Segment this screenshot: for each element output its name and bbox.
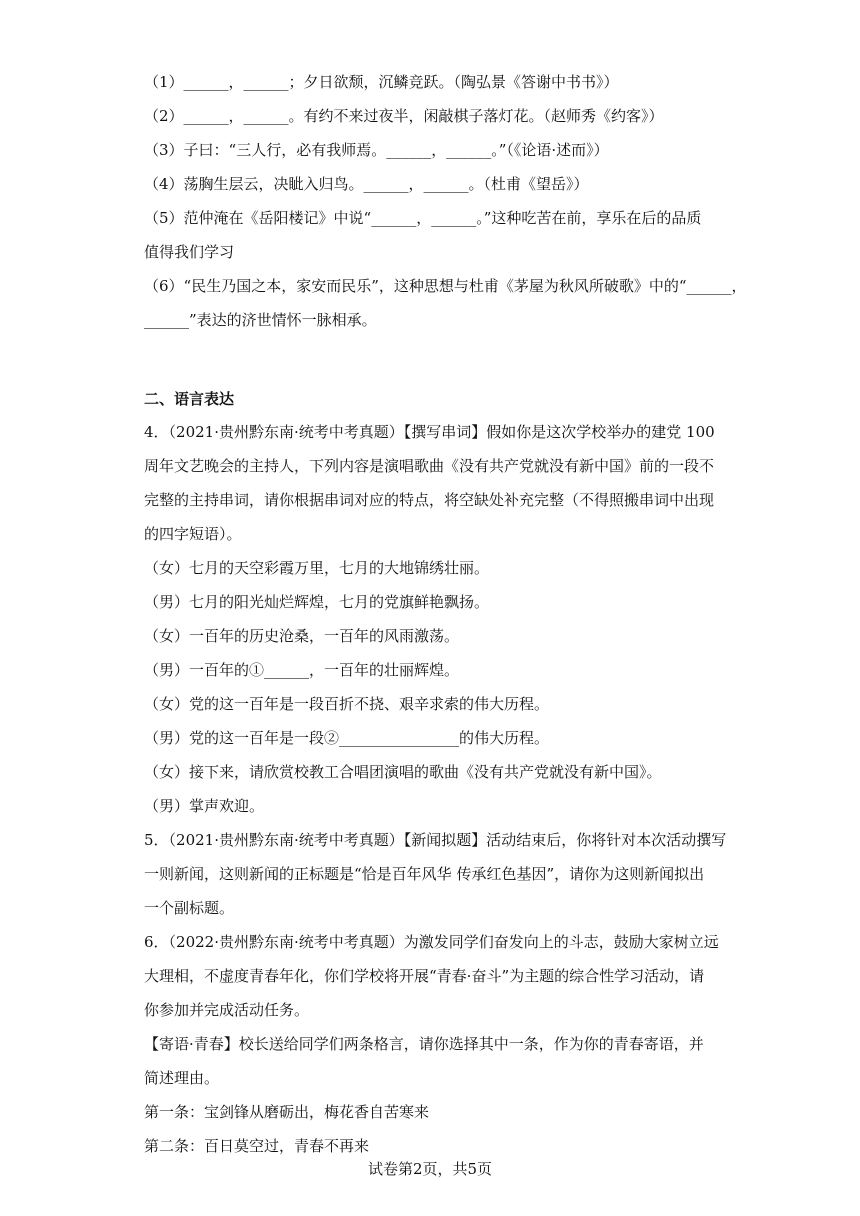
- question-6-task-line: 【寄语·青春】校长送给同学们两条格言，请你选择其中一条，作为你的青春寄语，并: [144, 1035, 704, 1053]
- dialogue-line: （男）掌声欢迎。: [144, 797, 265, 815]
- question-6-task-line: 简述理由。: [144, 1069, 220, 1087]
- question-5-line: 一则新闻，这则新闻的正标题是“恰是百年风华 传承红色基因”，请你为这则新闻拟出: [144, 865, 705, 883]
- recitation-item-6: （6）“民生乃国之本，家安而民乐”，这种思想与杜甫《茅屋为秋风所破歌》中的“______，: [144, 277, 747, 295]
- question-6-line: 6．（2022·贵州黔东南·统考中考真题）为激发同学们奋发向上的斗志，鼓励大家树立远: [144, 933, 719, 951]
- motto-1: 第一条：宝剑锋从磨砺出，梅花香自苦寒来: [144, 1103, 430, 1121]
- question-5-line: 一个副标题。: [144, 899, 235, 917]
- motto-2: 第二条：百日莫空过，青春不再来: [144, 1137, 370, 1155]
- question-4-line: 完整的主持串词，请你根据串词对应的特点，将空缺处补充完整（不得照搬串词中出现: [144, 491, 715, 509]
- recitation-item-2: （2）______，______。有约不来过夜半，闲敲棋子落灯花。（赵师秀《约客》）: [144, 107, 664, 125]
- recitation-item-6-cont: ______”表达的济世情怀一脉相承。: [144, 311, 377, 329]
- dialogue-line: （女）接下来，请欣赏校教工合唱团演唱的歌曲《没有共产党就没有新中国》。: [144, 763, 662, 781]
- recitation-item-5: （5）范仲淹在《岳阳楼记》中说“______，______。”这种吃苦在前，享乐在后的品质: [144, 209, 702, 227]
- dialogue-line: （女）七月的天空彩霞万里，七月的大地锦绣壮丽。: [144, 559, 490, 577]
- dialogue-line: （女）党的这一百年是一段百折不挠、艰辛求索的伟大历程。: [144, 695, 550, 713]
- section-title: 二、语言表达: [144, 390, 235, 408]
- question-6-line: 你参加并完成活动任务。: [144, 1001, 310, 1019]
- page-footer: 试卷第2页，共5页: [367, 1160, 493, 1178]
- dialogue-line: （女）一百年的历史沧桑，一百年的风雨激荡。: [144, 627, 460, 645]
- question-4-line: 4．（2021·贵州黔东南·统考中考真题）【撰写串词】假如你是这次学校举办的建党 100: [144, 423, 715, 441]
- dialogue-line: （男）一百年的①______，一百年的壮丽辉煌。: [144, 661, 460, 679]
- recitation-item-3: （3）子曰：“三人行，必有我师焉。______，______。”（《论语·述而》）: [144, 141, 609, 159]
- recitation-item-5-cont: 值得我们学习: [144, 243, 235, 261]
- question-4-line: 周年文艺晚会的主持人，下列内容是演唱歌曲《没有共产党就没有新中国》前的一段不: [144, 457, 715, 475]
- dialogue-line: （男）七月的阳光灿烂辉煌，七月的党旗鲜艳飘扬。: [144, 593, 490, 611]
- dialogue-line: （男）党的这一百年是一段②________________的伟大历程。: [144, 729, 550, 747]
- question-5-line: 5．（2021·贵州黔东南·统考中考真题）【新闻拟题】活动结束后，你将针对本次活动撰写: [144, 831, 727, 849]
- recitation-item-4: （4）荡胸生层云，决眦入归鸟。______，______。（杜甫《望岳》）: [144, 175, 589, 193]
- question-4-line: 的四字短语）。: [144, 525, 242, 543]
- recitation-item-1: （1）______，______；夕日欲颓，沉鳞竞跃。（陶弘景《答谢中书书》）: [144, 73, 619, 91]
- question-6-line: 大理相，不虚度青春年化，你们学校将开展“青春·奋斗”为主题的综合性学习活动，请: [144, 967, 705, 985]
